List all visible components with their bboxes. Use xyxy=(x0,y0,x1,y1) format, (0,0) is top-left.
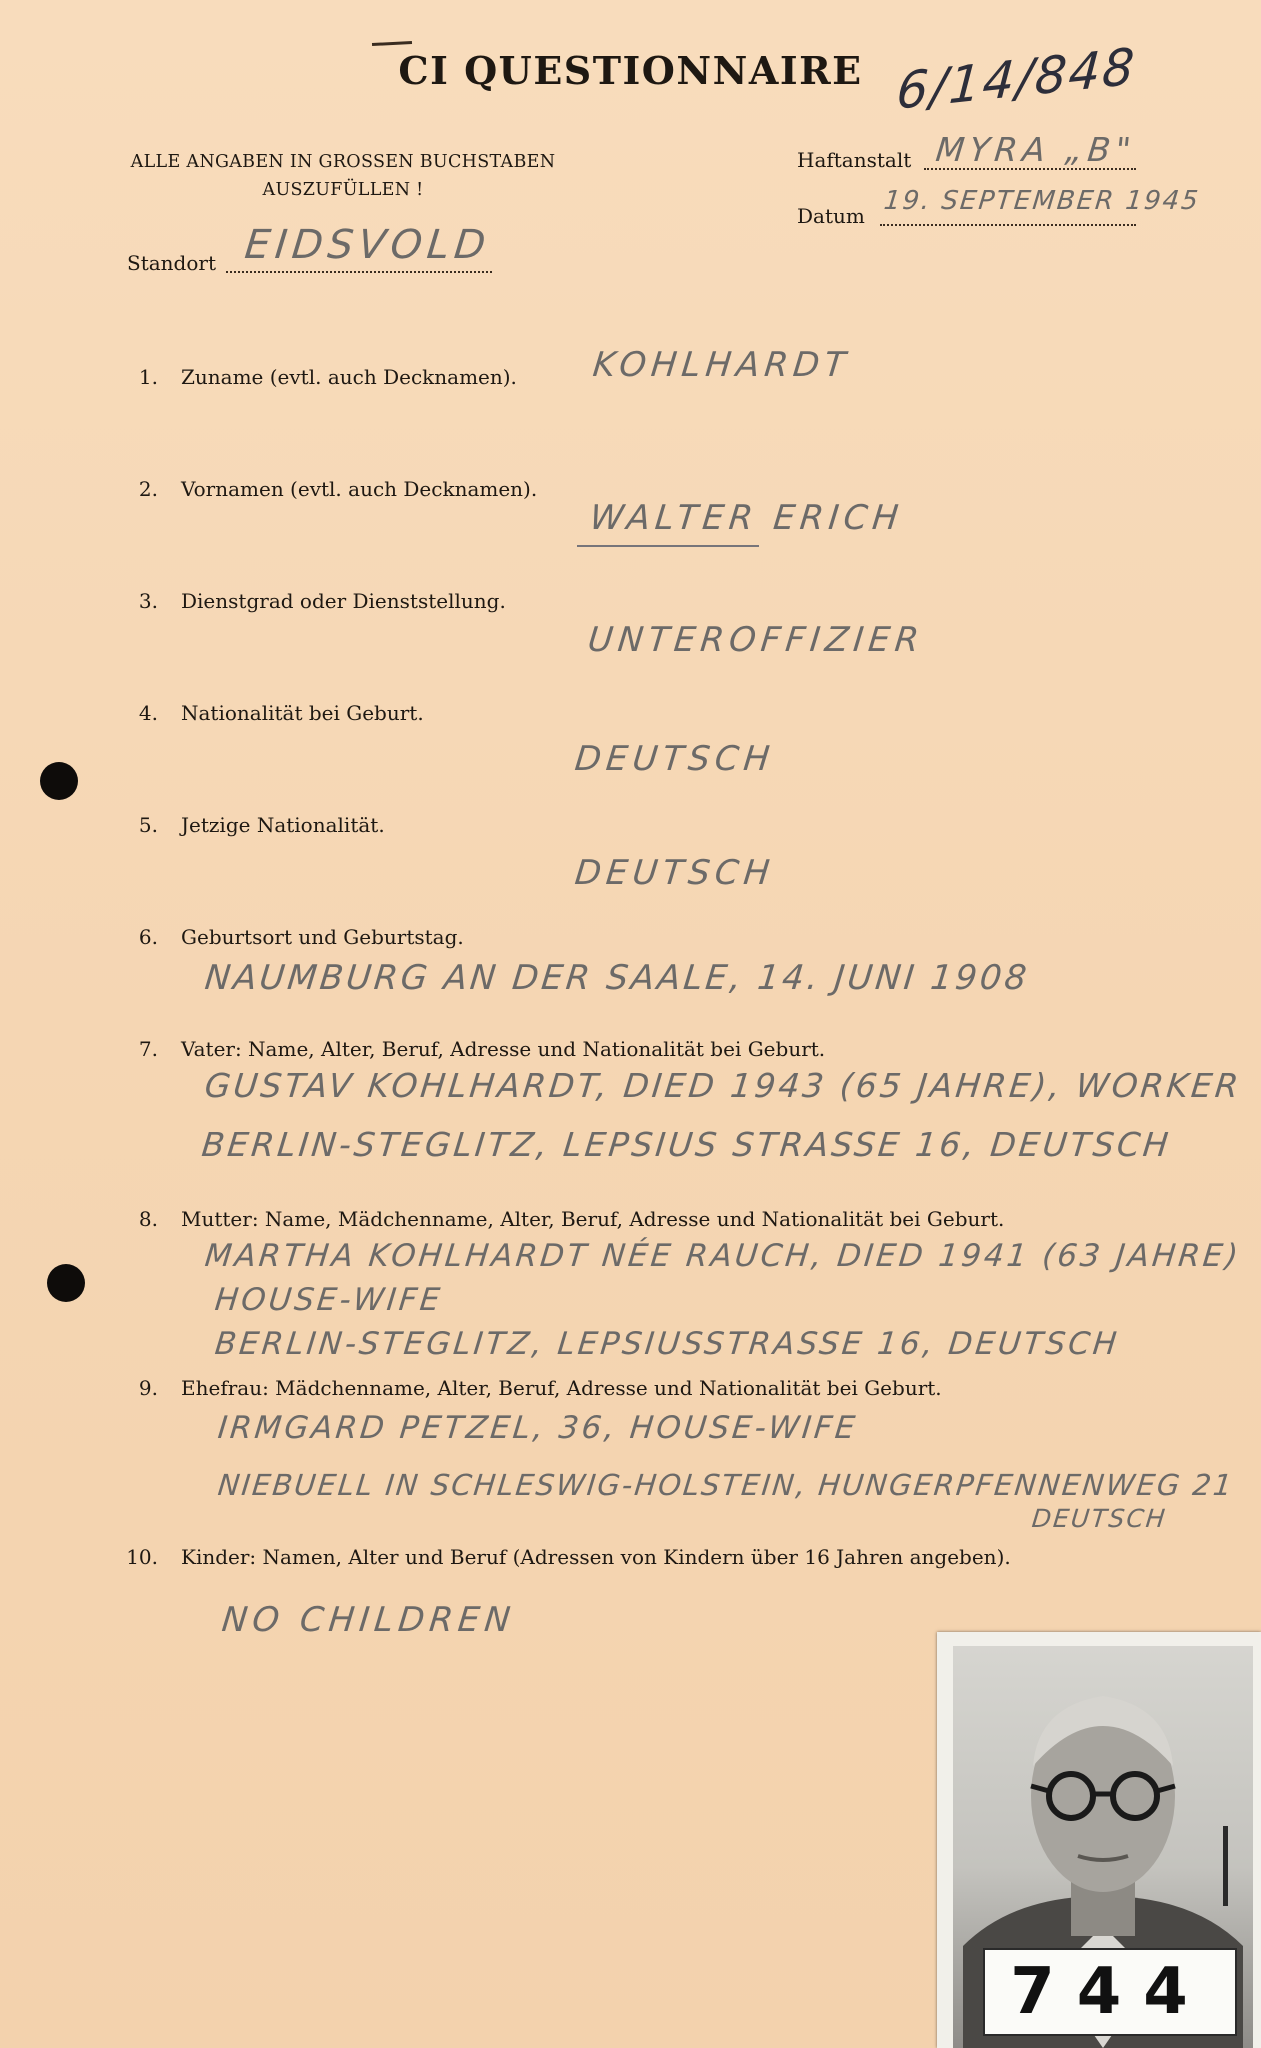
item-number: 1. xyxy=(138,365,158,389)
item-answer: NO CHILDREN xyxy=(219,1600,518,1640)
item-label: Geburtsort und Geburtstag. xyxy=(181,925,464,949)
standort-line xyxy=(226,269,492,273)
item-number: 8. xyxy=(138,1207,158,1231)
item-answer: WALTER ERICH xyxy=(587,498,906,538)
photo-image xyxy=(953,1646,1253,2048)
item-answer: MARTHA KOHLHARDT NÉE RAUCH, DIED 1941 (63 JAHRE) xyxy=(203,1238,1243,1274)
form-instruction: ALLE ANGABEN IN GROSSEN BUCHSTABEN AUSZUFÜLLEN ! xyxy=(130,152,556,200)
item-label: Dienstgrad oder Dienststellung. xyxy=(181,589,506,613)
item-number: 10. xyxy=(126,1545,158,1569)
item-label: Jetzige Nationalität. xyxy=(181,813,385,837)
haftanstalt-value: MYRA „B" xyxy=(933,130,1138,169)
prisoner-number-plate: 744 xyxy=(983,1948,1237,2036)
item-number: 9. xyxy=(138,1376,158,1400)
item-number: 6. xyxy=(138,925,158,949)
item-answer: KOHLHARDT xyxy=(590,345,853,385)
item-answer: HOUSE-WIFE xyxy=(213,1282,445,1318)
haftanstalt-label: Haftanstalt xyxy=(797,148,912,172)
item-label: Kinder: Namen, Alter und Beruf (Adressen von Kindern über 16 Jahren angeben). xyxy=(181,1545,1011,1569)
item-answer: DEUTSCH xyxy=(1030,1504,1169,1533)
item-answer: NIEBUELL IN SCHLESWIG-HOLSTEIN, HUNGERPFENNENWEG 21 xyxy=(216,1468,1236,1502)
standort-label: Standort xyxy=(127,251,216,275)
punch-hole xyxy=(40,762,78,800)
datum-label: Datum xyxy=(797,204,865,228)
datum-line xyxy=(880,222,1136,226)
file-number: 6/14/848 xyxy=(894,37,1138,121)
pencil-mark xyxy=(372,41,412,46)
item-answer: GUSTAV KOHLHARDT, DIED 1943 (65 JAHRE), WORKER xyxy=(202,1066,1244,1105)
item-label: Ehefrau: Mädchenname, Alter, Beruf, Adresse und Nationalität bei Geburt. xyxy=(181,1376,942,1400)
datum-value: 19. SEPTEMBER 1945 xyxy=(882,186,1202,216)
punch-hole xyxy=(47,1264,85,1302)
item-answer: NAUMBURG AN DER SAALE, 14. JUNI 1908 xyxy=(202,958,1032,998)
item-number: 2. xyxy=(138,477,158,501)
item-label: Zuname (evtl. auch Decknamen). xyxy=(181,365,517,389)
item-label: Mutter: Name, Mädchenname, Alter, Beruf, Adresse und Nationalität bei Geburt. xyxy=(181,1207,1005,1231)
item-number: 3. xyxy=(138,589,158,613)
form-title: CI QUESTIONNAIRE xyxy=(398,48,863,93)
item-answer: IRMGARD PETZEL, 36, HOUSE-WIFE xyxy=(216,1410,860,1446)
standort-value: EIDSVOLD xyxy=(242,222,493,268)
item-answer: UNTEROFFIZIER xyxy=(585,620,926,660)
item-number: 4. xyxy=(138,701,158,725)
item-label: Vater: Name, Alter, Beruf, Adresse und Nationalität bei Geburt. xyxy=(181,1037,826,1061)
item-number: 5. xyxy=(138,813,158,837)
item-answer: DEUTSCH xyxy=(572,739,777,779)
answer-underline xyxy=(577,545,759,547)
item-label: Vornamen (evtl. auch Decknamen). xyxy=(181,477,538,501)
item-label: Nationalität bei Geburt. xyxy=(181,701,424,725)
item-answer: BERLIN-STEGLITZ, LEPSIUSSTRASSE 16, DEUTSCH xyxy=(213,1326,1122,1362)
prisoner-photo xyxy=(937,1632,1261,2048)
item-answer: DEUTSCH xyxy=(572,853,777,893)
item-answer: BERLIN-STEGLITZ, LEPSIUS STRASSE 16, DEUTSCH xyxy=(199,1125,1174,1164)
item-number: 7. xyxy=(138,1037,158,1061)
